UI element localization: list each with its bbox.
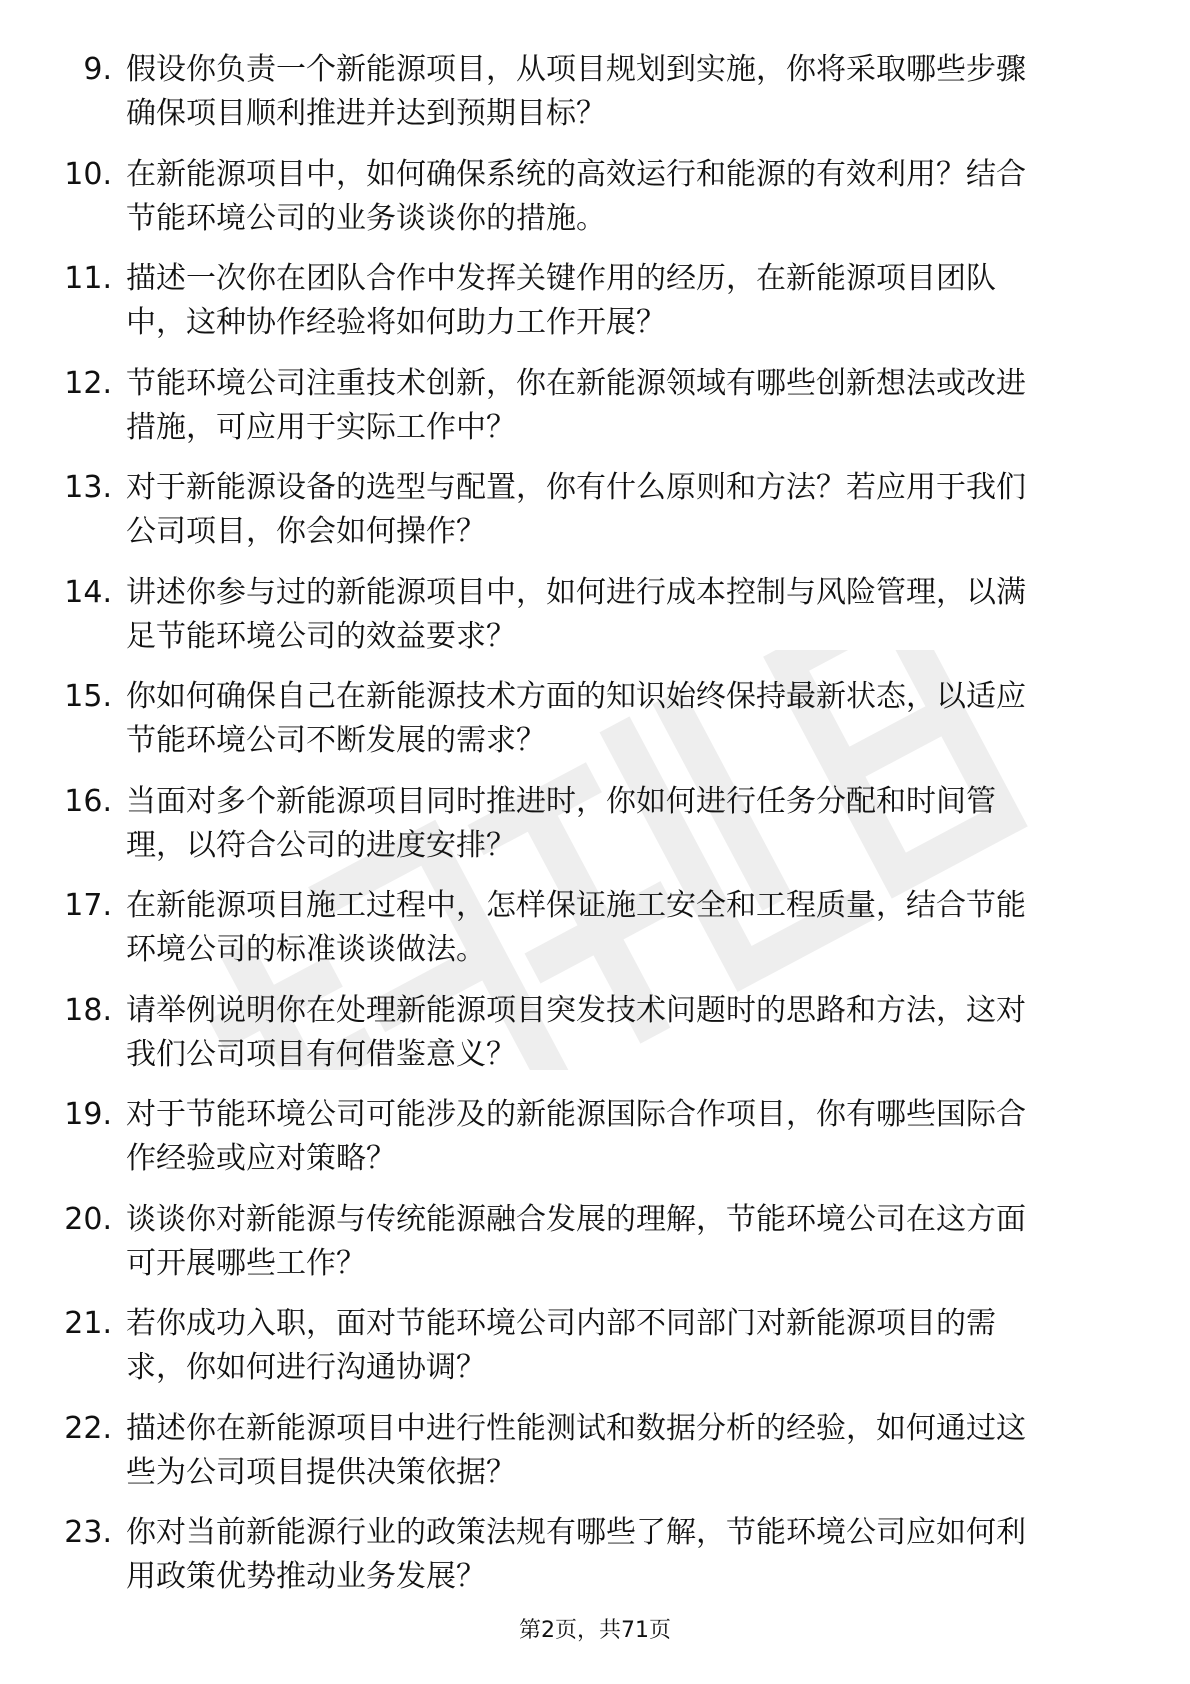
page-number-label: 第2页，共71页	[519, 1618, 671, 1643]
question-text: 讲述你参与过的新能源项目中，如何进行成本控制与风险管理，以满足节能环境公司的效益要求？	[126, 574, 1026, 654]
question-number: 13.	[64, 470, 112, 505]
question-item	[52, 153, 1102, 241]
question-item	[52, 1198, 1102, 1286]
question-item	[52, 675, 1102, 763]
question-item	[52, 48, 1102, 136]
question-number: 16.	[64, 783, 112, 819]
question-item	[52, 1302, 1102, 1390]
question-number: 11.	[64, 261, 112, 296]
question-text: 当面对多个新能源项目同时推进时，你如何进行任务分配和时间管理，以符合公司的进度安排？	[126, 783, 996, 863]
question-text: 谈谈你对新能源与传统能源融合发展的理解，节能环境公司在这方面可开展哪些工作？	[126, 1201, 1026, 1281]
question-number: 18.	[64, 992, 112, 1028]
question-text: 在新能源项目中，如何确保系统的高效运行和能源的有效利用？结合节能环境公司的业务谈谈你的措施。	[126, 156, 1026, 236]
question-text: 描述一次你在团队合作中发挥关键作用的经历，在新能源项目团队中，这种协作经验将如何助力工作开展？	[126, 261, 996, 340]
question-number: 21.	[64, 1306, 112, 1341]
question-item	[52, 1407, 1102, 1495]
question-item	[52, 989, 1102, 1077]
question-text: 对于节能环境公司可能涉及的新能源国际合作项目，你有哪些国际合作经验或应对策略？	[126, 1097, 1026, 1176]
question-list	[52, 48, 1102, 1616]
question-item	[52, 1511, 1102, 1599]
question-number: 14.	[64, 574, 112, 610]
question-text: 若你成功入职，面对节能环境公司内部不同部门对新能源项目的需求，你如何进行沟通协调？	[126, 1306, 996, 1385]
question-text: 假设你负责一个新能源项目，从项目规划到实施，你将采取哪些步骤确保项目顺利推进并达到预期目标？	[126, 52, 1026, 131]
question-text: 节能环境公司注重技术创新，你在新能源领域有哪些创新想法或改进措施，可应用于实际工作中？	[126, 365, 1026, 445]
question-number: 17.	[64, 888, 112, 923]
question-item	[52, 780, 1102, 868]
question-number: 19.	[64, 1097, 112, 1132]
page-footer	[0, 1616, 1190, 1646]
question-number: 22.	[64, 1410, 112, 1446]
question-number: 20.	[64, 1201, 112, 1237]
question-text: 请举例说明你在处理新能源项目突发技术问题时的思路和方法，这对我们公司项目有何借鉴意义？	[126, 992, 1026, 1072]
question-number: 9.	[83, 52, 112, 87]
question-text: 你如何确保自己在新能源技术方面的知识始终保持最新状态，以适应节能环境公司不断发展的需求？	[126, 679, 1026, 758]
question-number: 23.	[64, 1515, 112, 1550]
question-item	[52, 1093, 1102, 1181]
question-text: 你对当前新能源行业的政策法规有哪些了解，节能环境公司应如何利用政策优势推动业务发展？	[126, 1515, 1026, 1594]
question-number: 12.	[64, 365, 112, 401]
question-text: 描述你在新能源项目中进行性能测试和数据分析的经验，如何通过这些为公司项目提供决策依据？	[126, 1410, 1026, 1490]
question-item	[52, 362, 1102, 450]
question-number: 15.	[64, 679, 112, 714]
question-number: 10.	[64, 156, 112, 192]
question-item	[52, 257, 1102, 345]
question-item	[52, 466, 1102, 554]
question-item	[52, 884, 1102, 972]
question-text: 对于新能源设备的选型与配置，你有什么原则和方法？若应用于我们公司项目，你会如何操作？	[126, 470, 1026, 549]
question-text: 在新能源项目施工过程中，怎样保证施工安全和工程质量，结合节能环境公司的标准谈谈做法。	[126, 888, 1026, 967]
question-item	[52, 571, 1102, 659]
